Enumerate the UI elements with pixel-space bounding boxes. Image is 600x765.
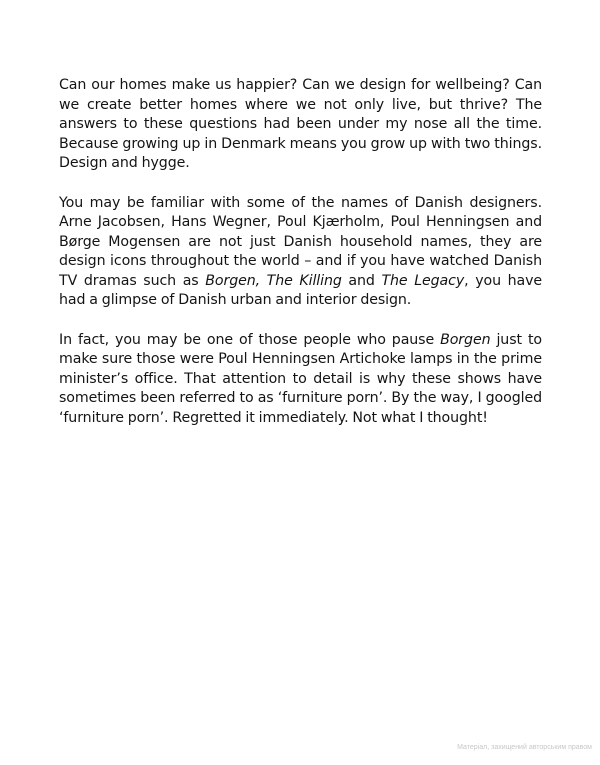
paragraph-text: You may be familiar with some of the names of Danish designers. Arne Jacobsen, Hans Wegner, Poul Kjærholm, Poul Henningsen and Børge Mogensen are not just Danish household names, they are design icons throughout the world – and if you have watched Danish TV dramas such as (59, 194, 542, 289)
page-body (59, 76, 542, 428)
paragraph-borgen (59, 331, 542, 429)
show-title: Borgen, The Killing (205, 272, 342, 289)
copyright-watermark: Матеріал, захищений авторським правом (457, 744, 592, 751)
paragraph-intro (59, 76, 542, 174)
show-title: The Legacy (381, 272, 465, 289)
paragraph-text: In fact, you may be one of those people who pause (59, 331, 441, 348)
paragraph-text: Can our homes make us happier? Can we design for wellbeing? Can we create better homes where we not only live, but thrive? The answers to these questions had been under my nose all the time. Because growing up in Denmark means you grow up with two things. Design and hygge. (59, 77, 542, 171)
paragraph-text: just to make sure those were Poul Henningsen Artichoke lamps in the prime minister’s office. That attention to detail is why these shows have sometimes been referred to as ‘furniture porn’. By the way, I googled ‘furniture porn’. Regretted it immediately. Not what I thought! (59, 331, 542, 426)
paragraph-danish-designers (59, 194, 542, 311)
show-title: Borgen (440, 331, 491, 348)
paragraph-text: , you have had a glimpse of Danish urban and interior design. (59, 272, 543, 308)
paragraph-text: and (341, 272, 382, 289)
